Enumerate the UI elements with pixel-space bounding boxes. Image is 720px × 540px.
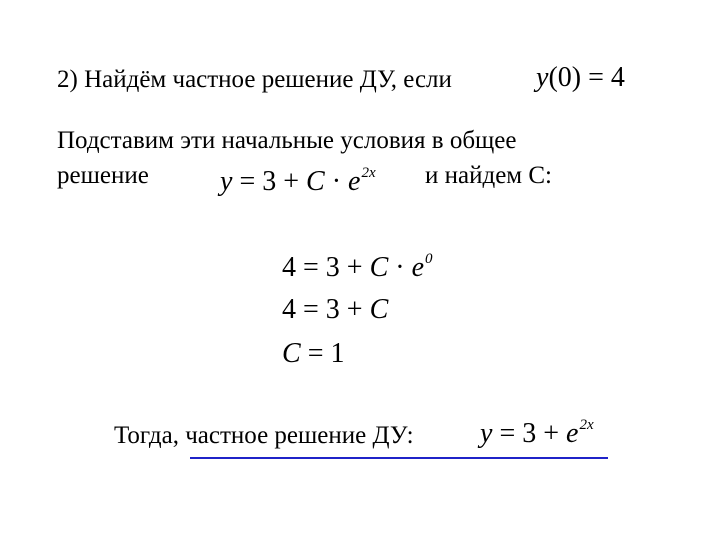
substitute-line-1: Подставим эти начальные условия в общее	[57, 127, 517, 154]
general-solution-c: C	[306, 166, 325, 197]
step-3-rhs: = 1	[300, 338, 345, 369]
step-1-exponent: 0	[425, 251, 433, 267]
step-1-c: C	[369, 252, 389, 283]
step-1-e: e	[411, 252, 425, 283]
step-1-dot: ·	[388, 252, 412, 283]
final-solution-y: y	[480, 418, 493, 449]
step-2-formula	[282, 296, 388, 324]
answer-underline	[190, 457, 608, 459]
initial-condition-formula	[536, 64, 625, 92]
substitute-line-2-start: решение	[57, 162, 149, 189]
step-2-lhs: 4 = 3 +	[282, 294, 370, 325]
final-solution-e: e	[566, 418, 579, 449]
final-solution-eq: = 3 +	[492, 418, 567, 449]
initial-condition-arg: (0)	[548, 62, 582, 93]
general-solution-e: e	[348, 166, 361, 197]
general-solution-formula	[220, 165, 376, 197]
general-solution-eq: = 3 +	[232, 166, 307, 197]
general-solution-y: y	[220, 166, 233, 197]
step-1-formula	[282, 251, 433, 283]
step-1-lhs: 4 = 3 +	[282, 252, 370, 283]
final-label: Тогда, частное решение ДУ:	[114, 422, 414, 449]
initial-condition-y: y	[536, 62, 549, 93]
initial-condition-rhs: = 4	[588, 62, 625, 93]
step-2-c: C	[369, 294, 389, 325]
general-solution-dot: ·	[324, 166, 349, 197]
final-solution-formula	[480, 417, 594, 449]
step-heading: 2) Найдём частное решение ДУ, если	[57, 66, 452, 93]
general-solution-exponent: 2x	[361, 165, 376, 181]
step-3-formula	[282, 340, 344, 368]
substitute-line-2-end: и найдем С:	[425, 162, 552, 189]
final-solution-exponent: 2x	[579, 417, 594, 433]
step-3-c: C	[282, 338, 301, 369]
